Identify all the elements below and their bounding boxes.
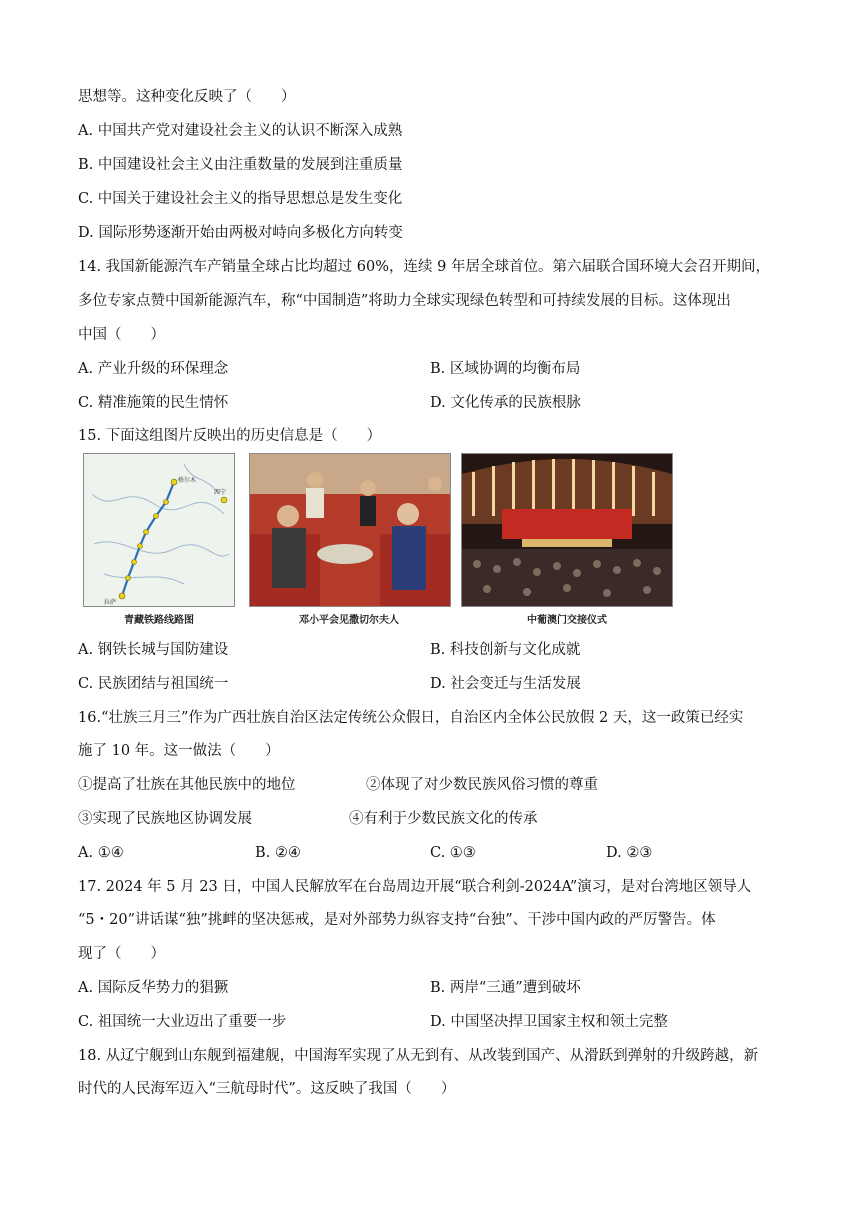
statement-16-2: ②体现了对少数民族风俗习惯的尊重: [366, 777, 598, 793]
option-14-c: C. 精准施策的民生情怀: [78, 395, 229, 411]
option-16-d: D. ②③: [606, 845, 653, 861]
question-18-line-2: 时代的人民海军迈入“三航母时代”。这反映了我国（ ）: [78, 1081, 456, 1097]
question-16-line-1: 16.“壮族三月三”作为广西壮族自治区法定传统公众假日，自治区内全体公民放假 2 天，这一政策已经实: [78, 710, 744, 726]
question-15: 15. 下面这组图片反映出的历史信息是（ ）: [78, 428, 382, 444]
railway-map-image: [84, 454, 234, 606]
question-16-line-2: 施了 10 年。这一做法（ ）: [78, 743, 280, 759]
question-14-line-1: 14. 我国新能源汽车产销量全球占比均超过 60%，连续 9 年居全球首位。第六届联合国环境大会召开期间，: [78, 259, 770, 275]
option-17-d: D. 中国坚决捍卫国家主权和领土完整: [430, 1014, 668, 1030]
question-15-figures: [83, 453, 673, 633]
map-caption: 青藏铁路线路图: [124, 615, 194, 626]
question-17-line-3: 现了（ ）: [78, 946, 165, 962]
option-13-c: C. 中国关于建设社会主义的指导思想总是发生变化: [78, 191, 403, 207]
meeting-caption: 邓小平会见撒切尔夫人: [299, 615, 399, 626]
option-14-b: B. 区域协调的均衡布局: [430, 361, 581, 377]
map-label-golmud: 格尔木: [178, 477, 197, 484]
option-13-d: D. 国际形势逐渐开始由两极对峙向多极化方向转变: [78, 225, 403, 241]
meeting-photo-image: [250, 454, 450, 606]
question-14-line-2: 多位专家点赞中国新能源汽车，称“中国制造”将助力全球实现绿色转型和可持续发展的目标。这体现出: [78, 293, 731, 309]
option-16-c: C. ①③: [430, 845, 476, 861]
option-16-a: A. ①④: [78, 845, 124, 861]
ceremony-photo-image: [462, 454, 672, 606]
statement-16-1: ①提高了壮族在其他民族中的地位: [78, 777, 296, 793]
option-15-d: D. 社会变迁与生活发展: [430, 676, 581, 692]
option-16-b: B. ②④: [255, 845, 301, 861]
option-15-a: A. 钢铁长城与国防建设: [78, 642, 229, 658]
question-13-tail: 思想等。这种变化反映了（ ）: [78, 89, 296, 105]
option-15-c: C. 民族团结与祖国统一: [78, 676, 229, 692]
ceremony-caption: 中葡澳门交接仪式: [527, 615, 607, 626]
map-label-xining: 西宁: [214, 489, 227, 496]
question-17-line-1: 17. 2024 年 5 月 23 日，中国人民解放军在台岛周边开展“联合利剑-2024A”演习，是对台湾地区领导人: [78, 879, 752, 895]
option-13-a: A. 中国共产党对建设社会主义的认识不断深入成熟: [78, 123, 403, 139]
option-17-b: B. 两岸“三通”遭到破坏: [430, 980, 581, 996]
question-14-line-3: 中国（ ）: [78, 327, 165, 343]
option-17-c: C. 祖国统一大业迈出了重要一步: [78, 1014, 287, 1030]
option-13-b: B. 中国建设社会主义由注重数量的发展到注重质量: [78, 157, 403, 173]
question-18-line-1: 18. 从辽宁舰到山东舰到福建舰，中国海军实现了从无到有、从改装到国产、从滑跃到弹射的升级跨越，新: [78, 1048, 759, 1064]
statement-16-3: ③实现了民族地区协调发展: [78, 811, 252, 827]
statement-16-4: ④有利于少数民族文化的传承: [349, 811, 538, 827]
option-14-a: A. 产业升级的环保理念: [78, 361, 229, 377]
map-label-lhasa: 拉萨: [104, 599, 117, 606]
question-17-line-2: “5・20”讲话谋“独”挑衅的坚决惩戒，是对外部势力纵容支持“台独”、干涉中国内政的严厉警告。体: [78, 912, 716, 928]
option-15-b: B. 科技创新与文化成就: [430, 642, 581, 658]
option-14-d: D. 文化传承的民族根脉: [430, 395, 581, 411]
option-17-a: A. 国际反华势力的猖獗: [78, 980, 229, 996]
